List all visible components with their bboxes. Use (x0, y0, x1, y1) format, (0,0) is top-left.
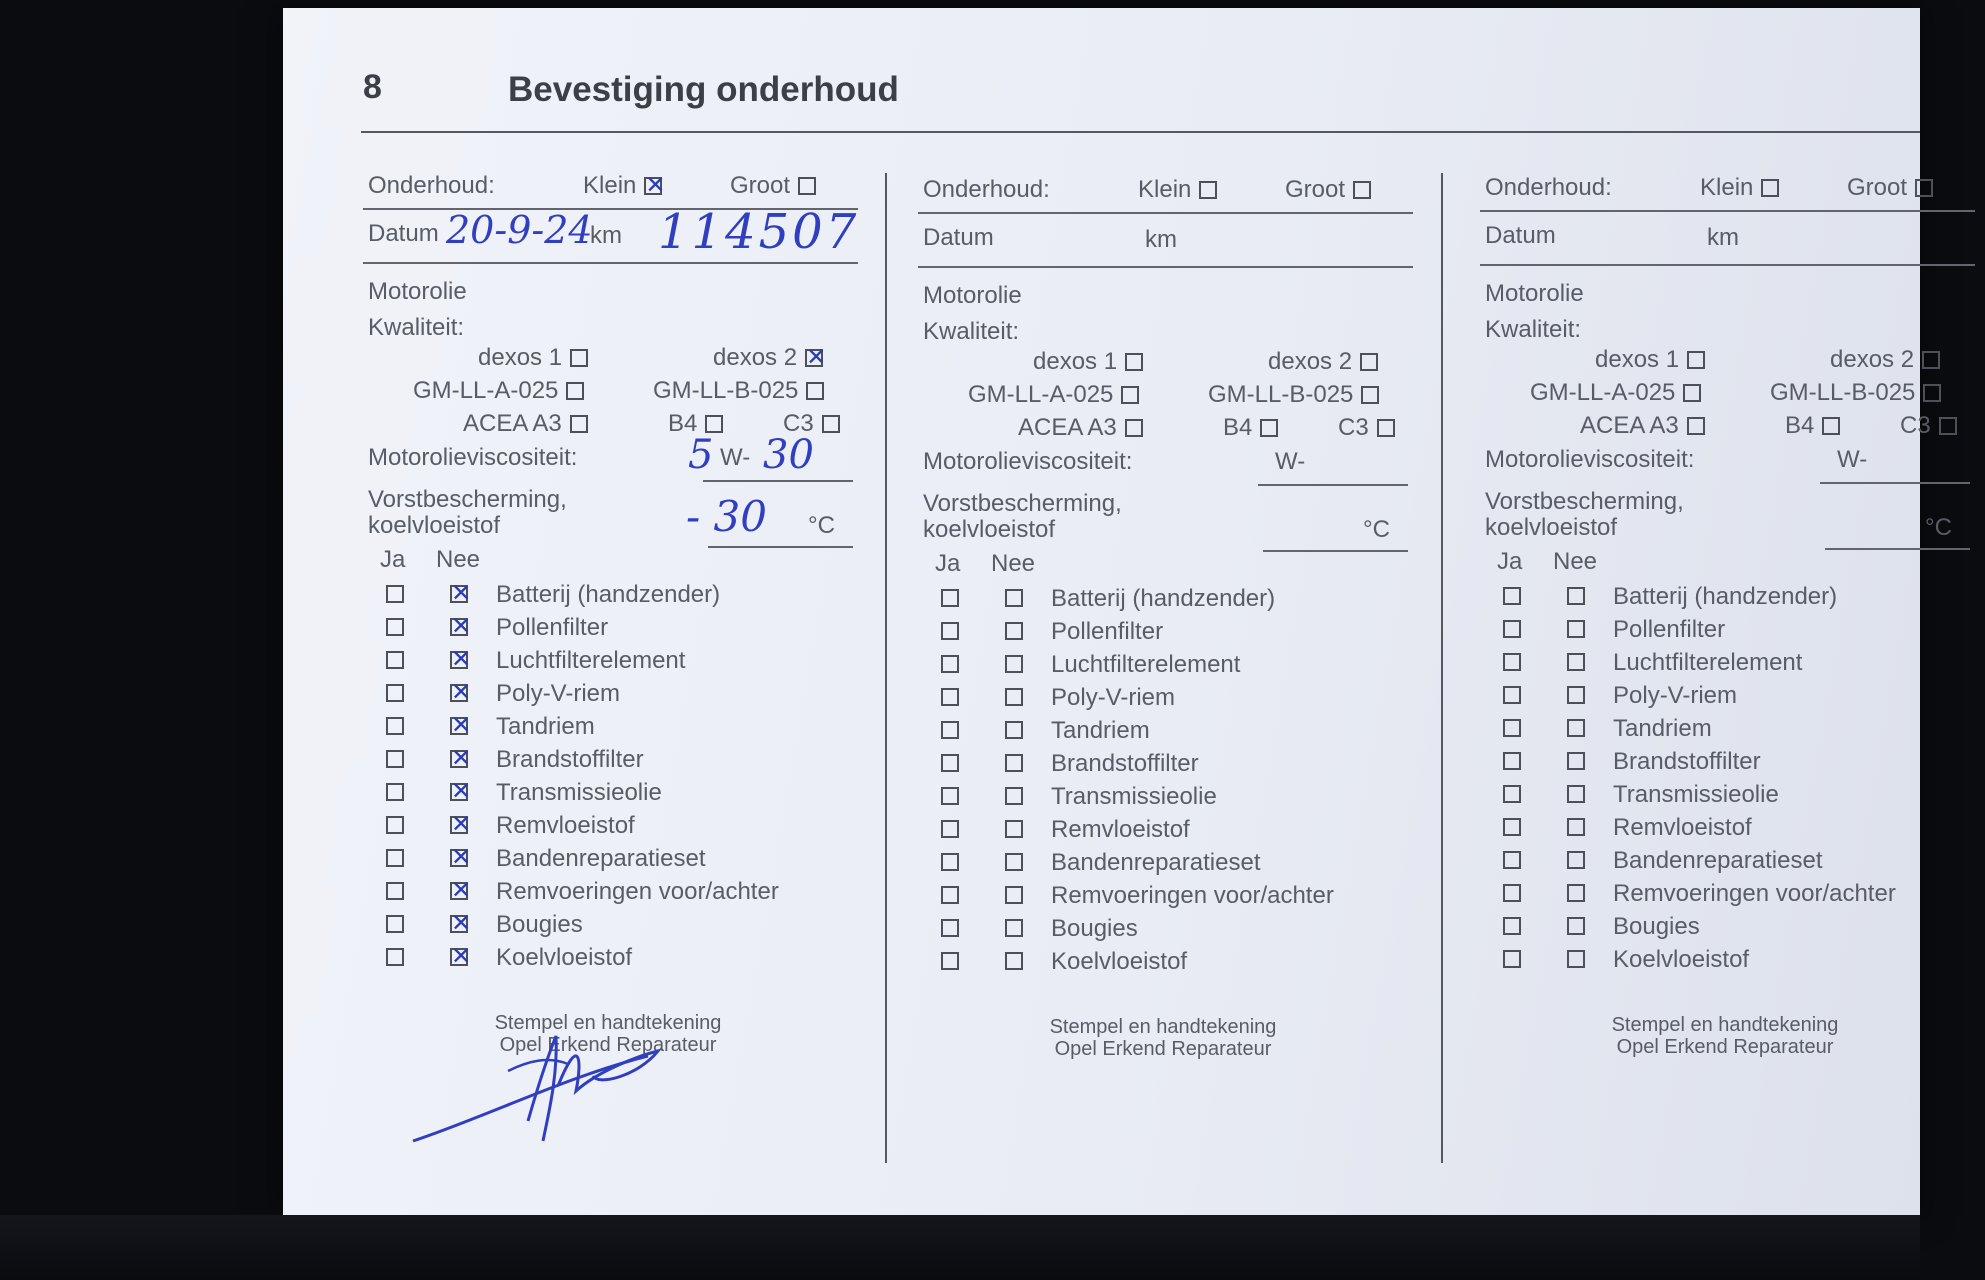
klein-option[interactable] (1138, 176, 1217, 204)
signature-image (408, 1016, 728, 1156)
acea-a3-option[interactable] (463, 410, 588, 438)
c3-option[interactable] (1338, 414, 1395, 442)
nee-checkbox[interactable] (1567, 719, 1585, 737)
celsius-label: °C (1925, 514, 1952, 541)
celsius-label: °C (808, 512, 835, 539)
motorolie-label: Motorolie (1485, 280, 1584, 307)
nee-checkbox[interactable] (1005, 622, 1023, 640)
kwaliteit-label: Kwaliteit: (368, 314, 465, 341)
checklist-item-label: Remvloeistof (496, 812, 635, 839)
page-number: 8 (363, 68, 382, 106)
ja-header: Ja (1497, 548, 1523, 575)
service-booklet-page (283, 8, 1952, 1215)
onderhoud-label: Onderhoud: (1485, 174, 1612, 201)
nee-checkbox[interactable] (450, 915, 468, 933)
ja-checkbox[interactable] (386, 915, 404, 933)
c3-label: C3 (783, 410, 814, 437)
ja-checkbox[interactable] (386, 717, 404, 735)
page-title: Bevestiging onderhoud (508, 70, 899, 109)
checklist-item-label: Luchtfilterelement (496, 647, 686, 674)
ja-checkbox[interactable] (1503, 620, 1521, 638)
gm-ll-a-option[interactable] (413, 377, 584, 405)
divider (1480, 210, 1975, 212)
viscosity-line (703, 480, 853, 482)
ja-checkbox[interactable] (941, 886, 959, 904)
vorst-label-line1: Vorstbescherming, (923, 490, 1122, 517)
vorst-label-line2: koelvloeistof (368, 512, 501, 539)
dexos1-checkbox[interactable] (1687, 351, 1705, 369)
km-label: km (1145, 226, 1177, 253)
b4-checkbox[interactable] (1822, 417, 1840, 435)
viscositeit-label: Motorolieviscositeit: (368, 444, 578, 471)
acea-a3-checkbox[interactable] (570, 415, 588, 433)
checklist-item-label: Pollenfilter (496, 614, 609, 641)
checklist-item-label: Tandriem (496, 713, 595, 740)
c3-checkbox[interactable] (1377, 419, 1395, 437)
title-divider (361, 131, 1920, 133)
acea-a3-checkbox[interactable] (1125, 419, 1143, 437)
groot-option[interactable] (1285, 176, 1371, 204)
maintenance-record-2 (923, 170, 1423, 1170)
nee-header: Nee (1553, 548, 1598, 575)
checklist-item-label: Transmissieolie (496, 779, 662, 806)
groot-label: Groot (730, 172, 791, 199)
stamp-area[interactable] (963, 1016, 1363, 1060)
gm-ll-a-option[interactable] (968, 381, 1139, 409)
dexos2-label: dexos 2 (1268, 348, 1353, 375)
checklist-item-label: Bandenreparatieset (1051, 849, 1261, 876)
b4-checkbox[interactable] (1260, 419, 1278, 437)
gm-ll-a-label: GM-LL-A-025 (413, 377, 559, 404)
datum-value[interactable]: 20-9-24 (446, 208, 593, 252)
km-label: km (590, 222, 622, 249)
c3-option[interactable] (1900, 412, 1957, 440)
onderhoud-label: Onderhoud: (368, 172, 495, 199)
ja-checkbox[interactable] (1503, 587, 1521, 605)
gm-ll-b-option[interactable] (1208, 381, 1379, 409)
stamp-label-line1: Stempel en handtekening (1611, 1014, 1839, 1036)
motorolie-label: Motorolie (923, 282, 1022, 309)
dexos2-checkbox[interactable] (1922, 351, 1940, 369)
nee-checkbox[interactable] (1567, 686, 1585, 704)
ja-header: Ja (935, 550, 961, 577)
nee-checkbox[interactable] (1005, 853, 1023, 871)
dexos2-option[interactable] (713, 344, 823, 372)
ja-checkbox[interactable] (386, 849, 404, 867)
klein-option[interactable] (1700, 174, 1779, 202)
gm-ll-a-option[interactable] (1530, 379, 1701, 407)
nee-checkbox[interactable] (1567, 818, 1585, 836)
ja-checkbox[interactable] (941, 919, 959, 937)
acea-a3-option[interactable] (1018, 414, 1143, 442)
nee-checkbox[interactable] (1005, 820, 1023, 838)
divider (363, 262, 858, 264)
groot-checkbox[interactable] (798, 177, 816, 195)
ja-checkbox[interactable] (386, 750, 404, 768)
checklist-item-label: Poly-V-riem (496, 680, 621, 707)
nee-checkbox[interactable] (1005, 655, 1023, 673)
checklist-item-label: Remvloeistof (1051, 816, 1190, 843)
b4-label: B4 (1223, 414, 1253, 441)
kwaliteit-label: Kwaliteit: (1485, 316, 1582, 343)
dexos1-label: dexos 1 (1595, 346, 1680, 373)
klein-label: Klein (1138, 176, 1192, 203)
viscosity-w-label: W- (720, 444, 751, 471)
stamp-label-line2: Opel Erkend Reparateur (1616, 1036, 1834, 1058)
stamp-area[interactable] (1525, 1014, 1925, 1058)
gm-ll-b-option[interactable] (1770, 379, 1941, 407)
ja-checkbox[interactable] (386, 651, 404, 669)
c3-label: C3 (1338, 414, 1369, 441)
nee-checkbox[interactable] (450, 750, 468, 768)
nee-checkbox[interactable] (1567, 620, 1585, 638)
ja-checkbox[interactable] (386, 618, 404, 636)
ja-checkbox[interactable] (941, 589, 959, 607)
dexos1-option[interactable] (1033, 348, 1143, 376)
checklist-item-label: Koelvloeistof (496, 944, 633, 971)
gm-ll-b-checkbox[interactable] (1361, 386, 1379, 404)
nee-checkbox[interactable] (1567, 785, 1585, 803)
acea-a3-checkbox[interactable] (1687, 417, 1705, 435)
kwaliteit-label: Kwaliteit: (923, 318, 1020, 345)
nee-checkbox[interactable] (1567, 884, 1585, 902)
ja-checkbox[interactable] (386, 783, 404, 801)
ja-checkbox[interactable] (1503, 719, 1521, 737)
dexos2-option[interactable] (1830, 346, 1940, 374)
ja-checkbox[interactable] (386, 816, 404, 834)
gm-ll-a-label: GM-LL-A-025 (968, 381, 1114, 408)
checklist-item-label: Remvoeringen voor/achter (1051, 882, 1334, 909)
groot-option[interactable] (1847, 174, 1933, 202)
nee-checkbox[interactable] (450, 783, 468, 801)
vorst-line (708, 546, 853, 548)
dexos2-checkbox[interactable] (1360, 353, 1378, 371)
ja-checkbox[interactable] (1503, 752, 1521, 770)
checklist-item-label: Poly-V-riem (1051, 684, 1176, 711)
checklist-item-label: Poly-V-riem (1613, 682, 1738, 709)
nee-checkbox[interactable] (1005, 919, 1023, 937)
checklist-item-label: Bougies (1051, 915, 1138, 942)
gm-ll-a-label: GM-LL-A-025 (1530, 379, 1676, 406)
klein-option[interactable] (583, 172, 662, 200)
c3-label: C3 (1900, 412, 1931, 439)
checklist-item-label: Batterij (handzender) (1613, 583, 1838, 610)
groot-label: Groot (1847, 174, 1908, 201)
motorolie-label: Motorolie (368, 278, 467, 305)
dexos1-label: dexos 1 (1033, 348, 1118, 375)
acea-a3-label: ACEA A3 (463, 410, 562, 437)
ja-checkbox[interactable] (386, 948, 404, 966)
nee-checkbox[interactable] (1005, 787, 1023, 805)
c3-checkbox[interactable] (822, 415, 840, 433)
nee-checkbox[interactable] (1567, 587, 1585, 605)
checklist-item-label: Brandstoffilter (1613, 748, 1761, 775)
ja-checkbox[interactable] (941, 787, 959, 805)
dexos1-label: dexos 1 (478, 344, 563, 371)
ja-checkbox[interactable] (941, 688, 959, 706)
viscositeit-label: Motorolieviscositeit: (923, 448, 1133, 475)
nee-checkbox[interactable] (450, 816, 468, 834)
b4-checkbox[interactable] (705, 415, 723, 433)
viscosity-line (1258, 484, 1408, 486)
checklist-item-label: Transmissieolie (1613, 781, 1779, 808)
checklist-item-label: Bandenreparatieset (1613, 847, 1823, 874)
gm-ll-b-checkbox[interactable] (1923, 384, 1941, 402)
checklist-item-label: Koelvloeistof (1613, 946, 1750, 973)
b4-option[interactable] (1223, 414, 1278, 442)
groot-label: Groot (1285, 176, 1346, 203)
stamp-label-line1: Stempel en handtekening (494, 1012, 722, 1034)
ja-checkbox[interactable] (386, 882, 404, 900)
klein-checkbox[interactable] (644, 177, 662, 195)
gm-ll-b-option[interactable] (653, 377, 824, 405)
column-divider (885, 173, 887, 1163)
gm-ll-a-checkbox[interactable] (1683, 384, 1701, 402)
ja-checkbox[interactable] (941, 853, 959, 871)
vorst-line (1263, 550, 1408, 552)
nee-checkbox[interactable] (1005, 589, 1023, 607)
vorst-line (1825, 548, 1970, 550)
ja-checkbox[interactable] (1503, 917, 1521, 935)
ja-header: Ja (380, 546, 406, 573)
checklist-item-label: Remvoeringen voor/achter (1613, 880, 1896, 907)
klein-checkbox[interactable] (1761, 179, 1779, 197)
gm-ll-b-label: GM-LL-B-025 (653, 377, 799, 404)
background-shadow (0, 1215, 1920, 1280)
ja-checkbox[interactable] (386, 585, 404, 603)
groot-checkbox[interactable] (1915, 179, 1933, 197)
checklist-item-label: Remvloeistof (1613, 814, 1752, 841)
checklist-item-label: Batterij (handzender) (1051, 585, 1276, 612)
checklist-item-label: Pollenfilter (1613, 616, 1726, 643)
ja-checkbox[interactable] (941, 820, 959, 838)
ja-checkbox[interactable] (1503, 818, 1521, 836)
dexos2-label: dexos 2 (713, 344, 798, 371)
dexos1-checkbox[interactable] (570, 349, 588, 367)
vorst-value[interactable]: - 30 (686, 492, 767, 541)
checklist-item-label: Batterij (handzender) (496, 581, 721, 608)
viscosity-line (1820, 482, 1970, 484)
groot-checkbox[interactable] (1353, 181, 1371, 199)
nee-checkbox[interactable] (450, 849, 468, 867)
acea-a3-label: ACEA A3 (1580, 412, 1679, 439)
divider (918, 212, 1413, 214)
nee-checkbox[interactable] (450, 948, 468, 966)
divider (918, 266, 1413, 268)
vorst-label-line1: Vorstbescherming, (368, 486, 567, 513)
c3-checkbox[interactable] (1939, 417, 1957, 435)
b4-label: B4 (668, 410, 698, 437)
maintenance-record-3 (1485, 168, 1985, 1168)
acea-a3-option[interactable] (1580, 412, 1705, 440)
datum-label: Datum (1485, 222, 1556, 249)
checklist-item-label: Koelvloeistof (1051, 948, 1188, 975)
nee-checkbox[interactable] (450, 882, 468, 900)
ja-checkbox[interactable] (941, 754, 959, 772)
nee-checkbox[interactable] (450, 585, 468, 603)
vorst-label-line2: koelvloeistof (1485, 514, 1618, 541)
dexos1-option[interactable] (478, 344, 588, 372)
checklist-item-label: Transmissieolie (1051, 783, 1217, 810)
nee-checkbox[interactable] (1567, 917, 1585, 935)
klein-label: Klein (583, 172, 637, 199)
stamp-label-line2: Opel Erkend Reparateur (499, 1034, 717, 1056)
ja-checkbox[interactable] (1503, 653, 1521, 671)
checklist-item-label: Bandenreparatieset (496, 845, 706, 872)
datum-label: Datum (923, 224, 994, 251)
nee-checkbox[interactable] (1567, 950, 1585, 968)
gm-ll-b-label: GM-LL-B-025 (1770, 379, 1916, 406)
ja-checkbox[interactable] (1503, 884, 1521, 902)
ja-checkbox[interactable] (941, 721, 959, 739)
groot-option[interactable] (730, 172, 816, 200)
nee-checkbox[interactable] (1005, 688, 1023, 706)
vorst-label-line1: Vorstbescherming, (1485, 488, 1684, 515)
checklist-item-label: Tandriem (1051, 717, 1150, 744)
checklist-item-label: Brandstoffilter (1051, 750, 1199, 777)
gm-ll-a-checkbox[interactable] (566, 382, 584, 400)
nee-checkbox[interactable] (450, 717, 468, 735)
checklist-item-label: Brandstoffilter (496, 746, 644, 773)
gm-ll-b-label: GM-LL-B-025 (1208, 381, 1354, 408)
nee-checkbox[interactable] (1567, 653, 1585, 671)
nee-checkbox[interactable] (1005, 886, 1023, 904)
ja-checkbox[interactable] (1503, 950, 1521, 968)
nee-header: Nee (436, 546, 481, 573)
checklist-item-label: Remvoeringen voor/achter (496, 878, 779, 905)
stamp-label-line2: Opel Erkend Reparateur (1054, 1038, 1272, 1060)
vorst-label-line2: koelvloeistof (923, 516, 1056, 543)
checklist-item-label: Bougies (496, 911, 583, 938)
ja-checkbox[interactable] (1503, 686, 1521, 704)
checklist-item-label: Tandriem (1613, 715, 1712, 742)
viscosity-w-label: W- (1837, 446, 1868, 473)
stamp-label-line1: Stempel en handtekening (1049, 1016, 1277, 1038)
gm-ll-a-checkbox[interactable] (1121, 386, 1139, 404)
dexos2-checkbox[interactable] (805, 349, 823, 367)
nee-checkbox[interactable] (1567, 752, 1585, 770)
ja-checkbox[interactable] (941, 952, 959, 970)
b4-option[interactable] (1785, 412, 1840, 440)
dexos1-checkbox[interactable] (1125, 353, 1143, 371)
ja-checkbox[interactable] (1503, 851, 1521, 869)
maintenance-record-1 (368, 166, 868, 1166)
checklist-item-label: Pollenfilter (1051, 618, 1164, 645)
nee-checkbox[interactable] (1005, 754, 1023, 772)
checklist-item-label: Luchtfilterelement (1613, 649, 1803, 676)
km-label: km (1707, 224, 1739, 251)
klein-label: Klein (1700, 174, 1754, 201)
acea-a3-label: ACEA A3 (1018, 414, 1117, 441)
divider (1480, 264, 1975, 266)
column-divider (1441, 173, 1443, 1163)
gm-ll-b-checkbox[interactable] (806, 382, 824, 400)
dexos2-option[interactable] (1268, 348, 1378, 376)
nee-checkbox[interactable] (1005, 721, 1023, 739)
viscosity-w-label: W- (1275, 448, 1306, 475)
km-value[interactable]: 114507 (658, 204, 860, 260)
viscosity-suffix-value[interactable]: 30 (763, 432, 814, 478)
checklist-item-label: Luchtfilterelement (1051, 651, 1241, 678)
nee-checkbox[interactable] (450, 618, 468, 636)
ja-checkbox[interactable] (941, 655, 959, 673)
ja-checkbox[interactable] (941, 622, 959, 640)
nee-checkbox[interactable] (1005, 952, 1023, 970)
nee-checkbox[interactable] (450, 651, 468, 669)
viscositeit-label: Motorolieviscositeit: (1485, 446, 1695, 473)
viscosity-prefix-value[interactable]: 5 (688, 432, 714, 478)
ja-checkbox[interactable] (1503, 785, 1521, 803)
onderhoud-label: Onderhoud: (923, 176, 1050, 203)
dexos2-label: dexos 2 (1830, 346, 1915, 373)
dexos1-option[interactable] (1595, 346, 1705, 374)
celsius-label: °C (1363, 516, 1390, 543)
ja-checkbox[interactable] (386, 684, 404, 702)
nee-checkbox[interactable] (1567, 851, 1585, 869)
nee-checkbox[interactable] (450, 684, 468, 702)
checklist-item-label: Bougies (1613, 913, 1700, 940)
klein-checkbox[interactable] (1199, 181, 1217, 199)
nee-header: Nee (991, 550, 1036, 577)
b4-label: B4 (1785, 412, 1815, 439)
datum-label: Datum (368, 220, 439, 247)
